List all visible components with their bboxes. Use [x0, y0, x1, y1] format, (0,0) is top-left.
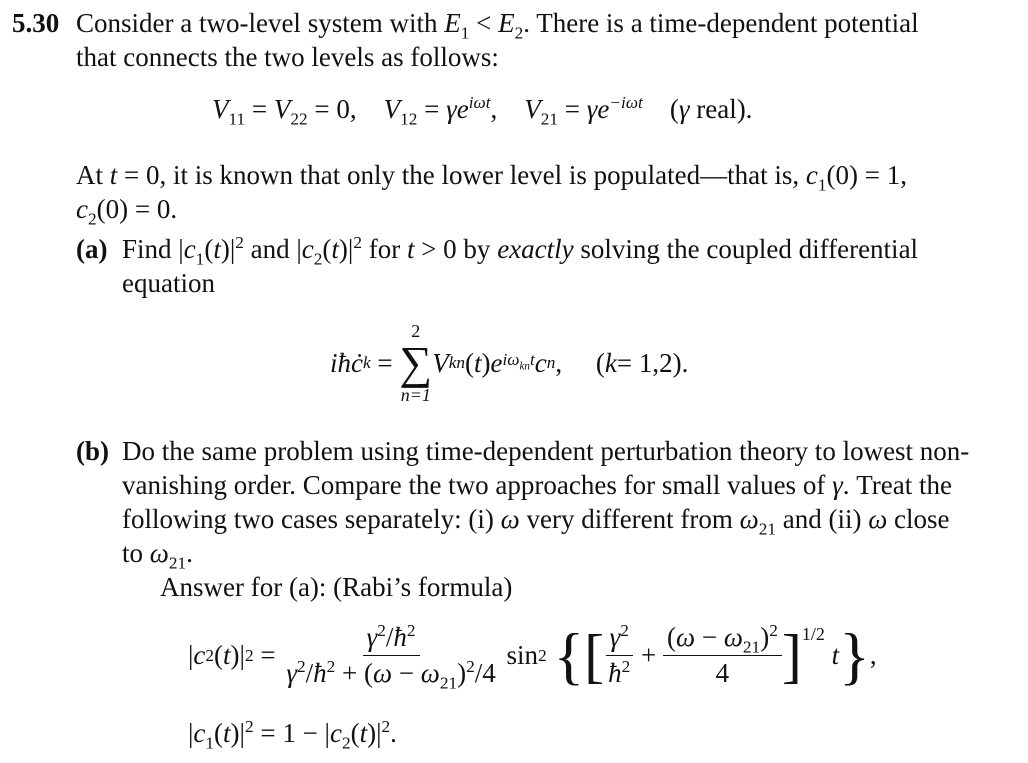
potential-equation: $V_{11} = V_{22} = 0$, $V_{12} = \gamma e^{i\omega t}$, $V_{21} = \gamma e^{-i\omega t}$ (γ real). — [212, 93, 753, 129]
part-a-line-1: Find $|c_1(t)|^2$ and $|c_2(t)|^2$ for t > 0 by exactly solving the coupled differential — [122, 233, 919, 269]
intro-line-1 — [76, 8, 919, 43]
part-b-line-3: following two cases separately: (i) ω very different from $\omega_{21}$ and (ii) ω close — [122, 504, 950, 539]
part-a-label: (a) — [76, 234, 108, 264]
intro-line-2: that connects the two levels as follows: — [76, 42, 499, 72]
part-b-label: (b) — [76, 436, 109, 466]
part-b-line-4: to $\omega_{21}$. — [122, 538, 193, 573]
answer-label: Answer for (a): (Rabi’s formula) — [160, 572, 513, 602]
intro-text-1: Consider a two-level system with $E_1 < E_2$. There is a time-dependent potential — [76, 8, 919, 43]
part-b-line-1: Do the same problem using time-dependent perturbation theory to lowest non- — [122, 436, 970, 466]
rabi-prefactor: $\frac{\gamma^2/ħ^2}{\gamma^2/ħ^2 + (\omega - \omega_{21})^2/4}$ — [286, 621, 496, 693]
initial-line-1: At t = 0, it is known that only the lower level is populated—that is, $c_1(0) = 1$, — [76, 160, 907, 195]
initial-line-2: $c_2(0) = 0$. — [76, 194, 178, 229]
c1-equation: $|c_1(t)|^2 = 1 - |c_2(t)|^2$. — [188, 717, 397, 753]
coupled-equation: iħċ k = 2 ∑ n=1 V kn ( t ) e $i\omega_{kn}t$ c n , ( k = 1,2). — [330, 321, 689, 405]
part-a-line-2: equation — [122, 268, 215, 298]
summation-symbol: 2 ∑ n=1 — [399, 321, 433, 405]
problem-number: 5.30 — [12, 8, 60, 38]
rabi-formula: | c 2 ( t )| 2 = $\frac{\gamma^2/ħ^2}{\gamma^2/ħ^2 + (\omega - \omega_{21})^2/4}$ sin 2 { [ $\frac{\gamma^2}{ħ^2}$ + $\frac{(\omega - \omega_{21})^2}{4}$ ] $^{1/2}$ t } , — [188, 619, 877, 693]
part-b-line-2: vanishing order. Compare the two approaches for small values of γ. Treat the — [122, 470, 952, 500]
